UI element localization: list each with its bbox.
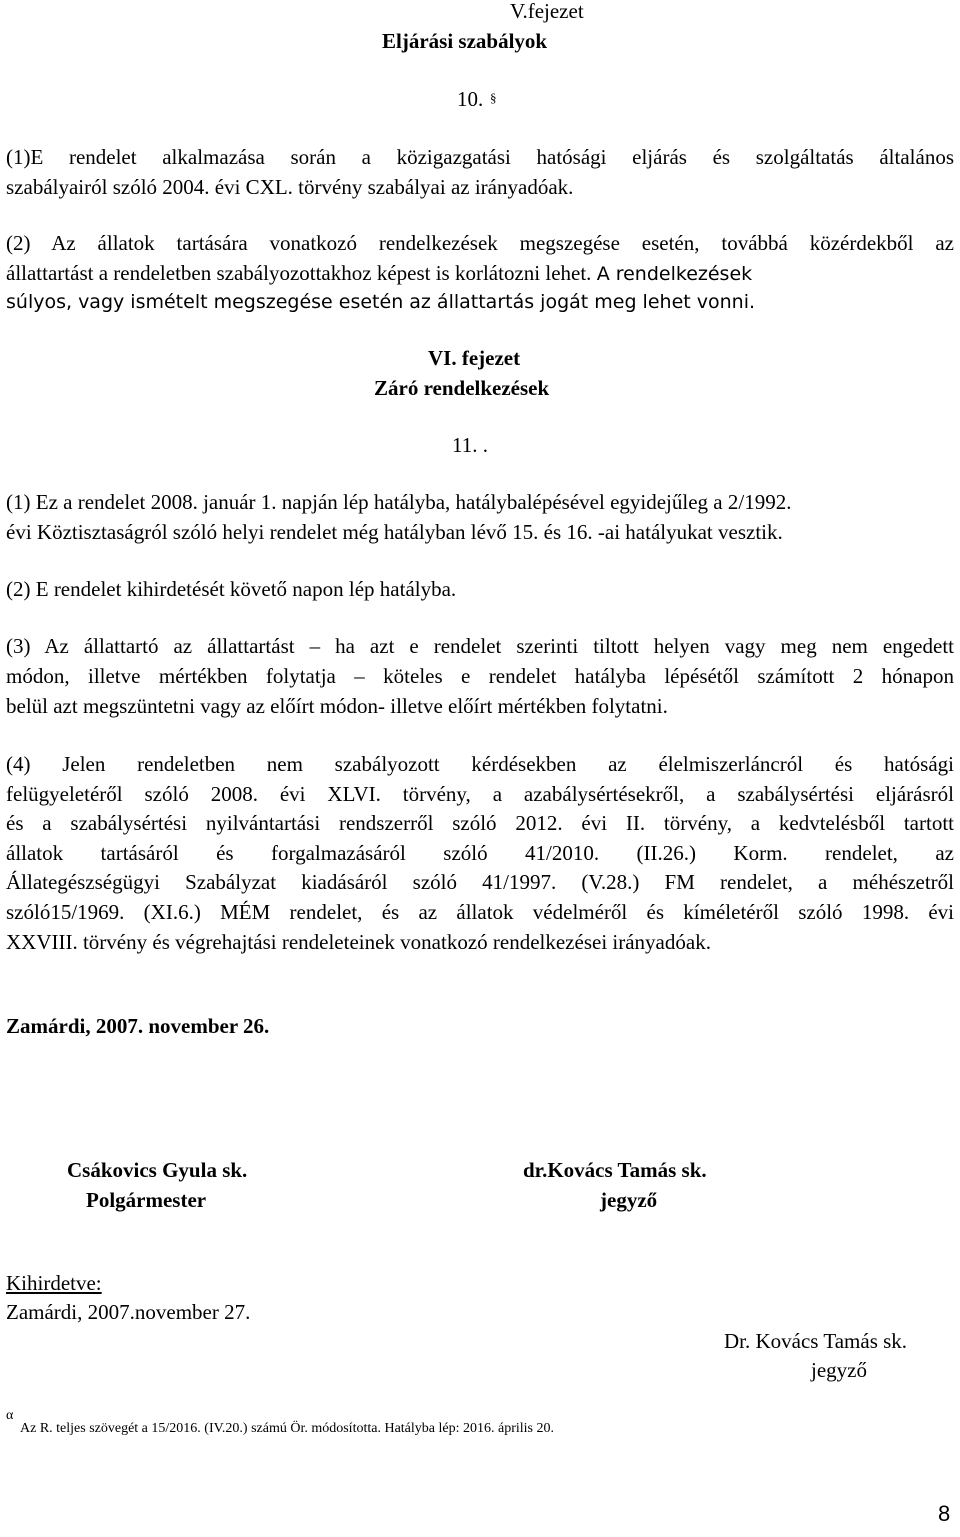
promulgation-label: Kihirdetve: [6, 1271, 102, 1295]
ch6-p3-line1: (3) Az állattartó az állattartást – ha azt e rendelet szerinti tiltott helyen vagy meg nem engedett [6, 634, 954, 658]
ch6-p4-line2: felügyeletéről szóló 2008. évi XLVI. törvény, a azabálysértésekről, a szabálysértési eljárásról [6, 782, 954, 806]
ch6-p3-line3: belül azt megszüntetni vagy az előírt módon- illetve előírt mértékben folytatni. [6, 694, 668, 718]
footnote-text: Az R. teljes szövegét a 15/2016. (IV.20.) számú Ör. módosította. Hatályba lép: 2016. április 20. [20, 1421, 554, 1436]
promulgation-title: jegyző [811, 1358, 867, 1382]
place-date: Zamárdi, 2007. november 26. [6, 1014, 270, 1038]
ch6-p2-line1: (2) E rendelet kihirdetését követő napon lép hatályba. [6, 577, 457, 601]
ch6-p1-line1: (1) Ez a rendelet 2008. január 1. napján lép hatályba, hatálybalépésével egyidejűleg a 2/1992. [6, 490, 792, 514]
signature-right-title: jegyző [600, 1188, 658, 1212]
promulgation-date: Zamárdi, 2007.november 27. [6, 1300, 251, 1324]
signature-left-name: Csákovics Gyula sk. [67, 1158, 248, 1182]
ch5-p2-line1: (2) Az állatok tartására vonatkozó rendelkezések megszegése esetén, továbbá közérdekből az [6, 231, 954, 255]
footnote-marker: α [6, 1408, 14, 1423]
section-sign-icon: § [490, 90, 497, 105]
ch5-p2-line2 [6, 258, 752, 289]
ch5-p1-line1: (1)E rendelet alkalmazása során a közigazgatási hatósági eljárás és szolgáltatás általános [6, 145, 954, 169]
ch5-p2-line2a: állattartást a rendeletben szabályozottakhoz képest is korlátozni lehet. [6, 261, 592, 285]
chapter-6-title: Záró rendelkezések [374, 376, 550, 400]
ch6-p4-line1: (4) Jelen rendeletben nem szabályozott kérdésekben az élelmiszerláncról és hatósági [6, 752, 954, 776]
ch6-p4-line3: és a szabálysértési nyilvántartási rendszerről szóló 2012. évi II. törvény, a kedvtelésből tartott [6, 811, 954, 835]
chapter-6-label: VI. fejezet [428, 346, 521, 370]
ch5-p2-line3: súlyos, vagy ismételt megszegése esetén az állattartás jogát meg lehet vonni. [6, 291, 756, 313]
ch6-p3-line2: módon, illetve mértékben folytatja – köteles e rendelet hatályba lépésétől számított 2 hónapon [6, 664, 954, 688]
section-10-heading: 10. [457, 87, 484, 111]
promulgation-name: Dr. Kovács Tamás sk. [724, 1329, 908, 1353]
signature-right-name: dr.Kovács Tamás sk. [523, 1158, 707, 1182]
chapter-5-label: V.fejezet [510, 0, 584, 23]
ch6-p4-line6: szóló15/1969. (XI.6.) MÉM rendelet, és az állatok védelméről és kíméletéről szóló 1998. évi [6, 900, 954, 924]
ch6-p4-line5: Állategészségügyi Szabályzat kiadásáról szóló 41/1997. (V.28.) FM rendelet, a méhészetről [6, 870, 954, 894]
ch5-p1-line2: szabályairól szóló 2004. évi CXL. törvény szabályai az irányadóak. [6, 175, 574, 199]
chapter-5-title: Eljárási szabályok [382, 29, 548, 53]
section-11-heading: 11. . [452, 433, 488, 457]
ch5-p2-line2b: A rendelkezések [596, 263, 753, 285]
ch6-p4-line7: XXVIII. törvény és végrehajtási rendeleteinek vonatkozó rendelkezései irányadóak. [6, 930, 711, 954]
ch6-p1-line2: évi Köztisztaságról szóló helyi rendelet még hatályban lévő 15. és 16. -ai hatályukat vesztik. [6, 520, 783, 544]
ch6-p4-line4: állatok tartásáról és forgalmazásáról szóló 41/2010. (II.26.) Korm. rendelet, az [6, 841, 954, 865]
signature-left-title: Polgármester [86, 1188, 207, 1212]
page-number: 8 [938, 1501, 951, 1526]
